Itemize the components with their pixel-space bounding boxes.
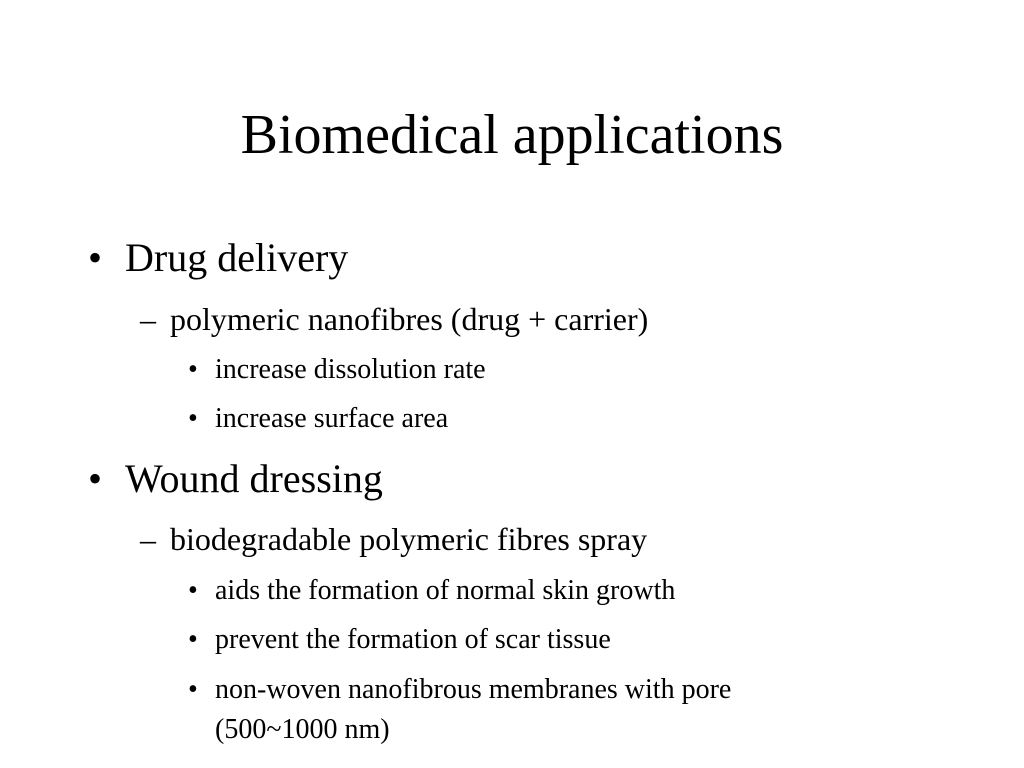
bullet-heading: Drug delivery (125, 235, 349, 280)
point-text-continuation: (500~1000 nm) (215, 714, 390, 745)
point-marker: • (188, 354, 198, 385)
point-marker: • (188, 575, 198, 606)
point-text: aids the formation of normal skin growth (215, 575, 676, 606)
point-text: non-woven nanofibrous membranes with pore (215, 674, 732, 705)
sub-item-text: polymeric nanofibres (drug + carrier) (170, 301, 649, 337)
bullet-heading: Wound dressing (125, 456, 383, 501)
dash-marker: – (140, 521, 156, 557)
point-marker: • (188, 624, 198, 655)
sub-item-text: biodegradable polymeric fibres spray (170, 521, 648, 557)
point-text: increase dissolution rate (215, 354, 486, 385)
point-text: prevent the formation of scar tissue (215, 624, 611, 655)
bullet-marker: • (88, 235, 103, 280)
point-marker: • (188, 403, 198, 434)
point-text: increase surface area (215, 403, 449, 434)
dash-marker: – (140, 301, 156, 337)
point-marker: • (188, 674, 198, 705)
bullet-marker: • (88, 456, 103, 501)
slide-title: Biomedical applications (240, 104, 784, 166)
